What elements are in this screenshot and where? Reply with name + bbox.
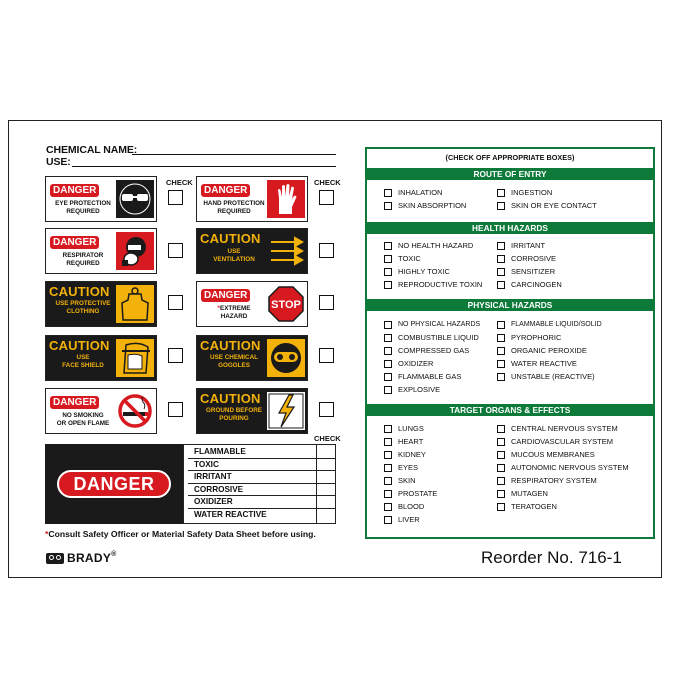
sign-respirator: [45, 228, 157, 274]
ventilation-arrows-icon: [267, 232, 305, 270]
checklist-item[interactable]: MUCOUS MEMBRANES: [497, 448, 629, 461]
sign-header: CAUTION: [49, 338, 110, 353]
physical-left-column: [384, 318, 480, 396]
chemical-name-field[interactable]: [132, 154, 336, 155]
physical-right-column: [497, 318, 602, 383]
sign-text: USE CHEMICAL: [210, 354, 258, 361]
checklist-item[interactable]: ORGANIC PEROXIDE: [497, 344, 602, 357]
sign-header: DANGER: [49, 235, 100, 250]
footnote-star: *: [45, 529, 49, 539]
sign-no-smoking: [45, 388, 157, 434]
checklist-item[interactable]: SENSITIZER: [497, 265, 562, 278]
checklist-item[interactable]: EXPLOSIVE: [384, 383, 480, 396]
sign-text: RESPIRATOR: [62, 252, 104, 259]
checklist-item[interactable]: SKIN ABSORPTION: [384, 199, 466, 212]
organs-left-column: [384, 422, 437, 526]
check-protective-clothing[interactable]: [168, 295, 183, 310]
hazard-row[interactable]: CORROSIVE: [188, 484, 336, 497]
checklist-item[interactable]: IRRITANT: [497, 239, 562, 252]
route-right-column: [497, 186, 597, 212]
section-physical-hazards: PHYSICAL HAZARDS: [367, 299, 653, 311]
check-face-shield[interactable]: [168, 348, 183, 363]
glove-icon: [267, 180, 305, 218]
lightning-icon: [267, 392, 305, 430]
sign-header: CAUTION: [200, 391, 261, 406]
checklist-item[interactable]: COMPRESSED GAS: [384, 344, 480, 357]
stop-sign-icon: [267, 285, 305, 323]
sign-text: USE: [200, 248, 268, 256]
check-eye-protection[interactable]: [168, 190, 183, 205]
sign-header: DANGER: [49, 395, 100, 410]
face-shield-icon: [116, 339, 154, 377]
sign-text: USE: [76, 354, 90, 361]
sign-face-shield: [45, 335, 157, 381]
section-health-hazards: HEALTH HAZARDS: [367, 222, 653, 234]
no-smoking-icon: [116, 392, 154, 430]
hazard-row[interactable]: OXIDIZER: [188, 496, 336, 509]
sign-text: EXTREME: [220, 305, 251, 312]
checklist-item[interactable]: FLAMMABLE GAS: [384, 370, 480, 383]
check-header: CHECK: [314, 178, 341, 187]
checklist-item[interactable]: PYROPHORIC: [497, 331, 602, 344]
hazard-row[interactable]: IRRITANT: [188, 471, 336, 484]
checklist-item[interactable]: UNSTABLE (REACTIVE): [497, 370, 602, 383]
sign-text: CLOTHING: [66, 307, 100, 315]
apron-icon: [116, 285, 154, 323]
sign-text: HAZARD: [220, 312, 248, 320]
check-no-smoking[interactable]: [168, 402, 183, 417]
checklist-item[interactable]: MUTAGEN: [497, 487, 629, 500]
checklist-item[interactable]: PROSTATE: [384, 487, 437, 500]
brand-text: BRADY: [67, 551, 112, 565]
check-respirator[interactable]: [168, 243, 183, 258]
check-ventilation[interactable]: [319, 243, 334, 258]
sign-extreme-hazard: [196, 281, 308, 327]
checklist-item[interactable]: KIDNEY: [384, 448, 437, 461]
checklist-item[interactable]: HEART: [384, 435, 437, 448]
reorder-number: Reorder No. 716-1: [481, 548, 622, 567]
sign-header: CAUTION: [200, 231, 261, 246]
use-label: USE:: [46, 156, 71, 168]
sign-text: OR OPEN FLAME: [56, 419, 110, 427]
checklist-item[interactable]: NO PHYSICAL HAZARDS: [384, 318, 480, 331]
sign-ground-before-pouring: [196, 388, 308, 434]
check-extreme-hazard[interactable]: [319, 295, 334, 310]
section-route-of-entry: ROUTE OF ENTRY: [367, 168, 653, 180]
sign-text: USE PROTECTIVE: [55, 300, 111, 307]
footnote-text: Consult Safety Officer or Material Safety Data Sheet before using.: [48, 529, 316, 539]
sign-text: GOGGLES: [218, 361, 250, 369]
section-target-organs: TARGET ORGANS & EFFECTS: [367, 404, 653, 416]
organs-right-column: [497, 422, 629, 513]
hazard-row[interactable]: TOXIC: [188, 459, 336, 472]
checklist-item[interactable]: OXIDIZER: [384, 357, 480, 370]
brand-mark: ®: [111, 551, 117, 558]
sign-header: DANGER: [49, 183, 100, 198]
chemical-name-label: CHEMICAL NAME:: [46, 144, 138, 156]
checklist-item[interactable]: BLOOD: [384, 500, 437, 513]
checklist-item[interactable]: EYES: [384, 461, 437, 474]
health-left-column: [384, 239, 482, 291]
hazard-row[interactable]: FLAMMABLE: [188, 446, 336, 459]
checklist-item[interactable]: LIVER: [384, 513, 437, 526]
checklist-item[interactable]: CENTRAL NERVOUS SYSTEM: [497, 422, 629, 435]
sign-header: CAUTION: [200, 338, 261, 353]
checklist-item[interactable]: CARCINOGEN: [497, 278, 562, 291]
goggles-icon: [267, 339, 305, 377]
checklist-item[interactable]: COMBUSTIBLE LIQUID: [384, 331, 480, 344]
route-left-column: [384, 186, 466, 212]
sign-text: REQUIRED: [217, 207, 251, 215]
sign-header: DANGER: [200, 288, 251, 303]
check-header: CHECK: [314, 434, 341, 443]
checklist-item[interactable]: AUTONOMIC NERVOUS SYSTEM: [497, 461, 629, 474]
sign-protective-clothing: [45, 281, 157, 327]
checklist-item[interactable]: CORROSIVE: [497, 252, 562, 265]
checklist-item[interactable]: NO HEALTH HAZARD: [384, 239, 482, 252]
brady-logo-icon: [46, 553, 64, 564]
checklist-item[interactable]: SKIN OR EYE CONTACT: [497, 199, 597, 212]
big-danger-sign: [45, 444, 183, 524]
hazard-list: [188, 446, 336, 522]
sign-text: REQUIRED: [66, 259, 100, 267]
sign-chemical-goggles: [196, 335, 308, 381]
sign-text: POURING: [219, 414, 249, 422]
sign-text: GROUND BEFORE: [206, 407, 262, 414]
sign-text: EYE PROTECTION: [55, 200, 111, 207]
check-header: CHECK: [166, 178, 193, 187]
use-field[interactable]: [72, 166, 336, 167]
checklist-item[interactable]: INGESTION: [497, 186, 597, 199]
checklist-item[interactable]: TOXIC: [384, 252, 482, 265]
sign-eye-protection: [45, 176, 157, 222]
checklist-item[interactable]: SKIN: [384, 474, 437, 487]
check-ground-before-pouring[interactable]: [319, 402, 334, 417]
stop-sign-text: STOP: [271, 299, 301, 311]
check-chemical-goggles[interactable]: [319, 348, 334, 363]
sign-text: HAND PROTECTION: [203, 200, 265, 207]
checklist-item[interactable]: TERATOGEN: [497, 500, 629, 513]
sign-text: REQUIRED: [66, 207, 100, 215]
panel-instruction: (CHECK OFF APPROPRIATE BOXES): [445, 153, 575, 162]
checklist-item[interactable]: FLAMMABLE LIQUID/SOLID: [497, 318, 602, 331]
sign-text: NO SMOKING: [62, 412, 104, 419]
sign-star: *: [217, 305, 220, 312]
sign-hand-protection: [196, 176, 308, 222]
hazard-row[interactable]: WATER REACTIVE: [194, 509, 267, 519]
respirator-icon: [116, 232, 154, 270]
sign-header: CAUTION: [49, 284, 110, 299]
sign-text: VENTILATION: [200, 256, 268, 264]
sign-ventilation: [196, 228, 308, 274]
sign-header: DANGER: [200, 183, 251, 198]
checklist-item[interactable]: CARDIOVASCULAR SYSTEM: [497, 435, 629, 448]
checklist-item[interactable]: WATER REACTIVE: [497, 357, 602, 370]
sign-text: FACE SHIELD: [62, 361, 104, 369]
safety-glasses-icon: [116, 180, 154, 218]
checklist-item[interactable]: HIGHLY TOXIC: [384, 265, 482, 278]
checklist-item[interactable]: INHALATION: [384, 186, 466, 199]
checklist-item[interactable]: LUNGS: [384, 422, 437, 435]
health-right-column: [497, 239, 562, 291]
checklist-item[interactable]: RESPIRATORY SYSTEM: [497, 474, 629, 487]
check-hand-protection[interactable]: [319, 190, 334, 205]
checklist-item[interactable]: REPRODUCTIVE TOXIN: [384, 278, 482, 291]
footnote: [45, 529, 316, 539]
big-danger-header: DANGER: [57, 470, 171, 498]
brand-name: [67, 551, 117, 565]
